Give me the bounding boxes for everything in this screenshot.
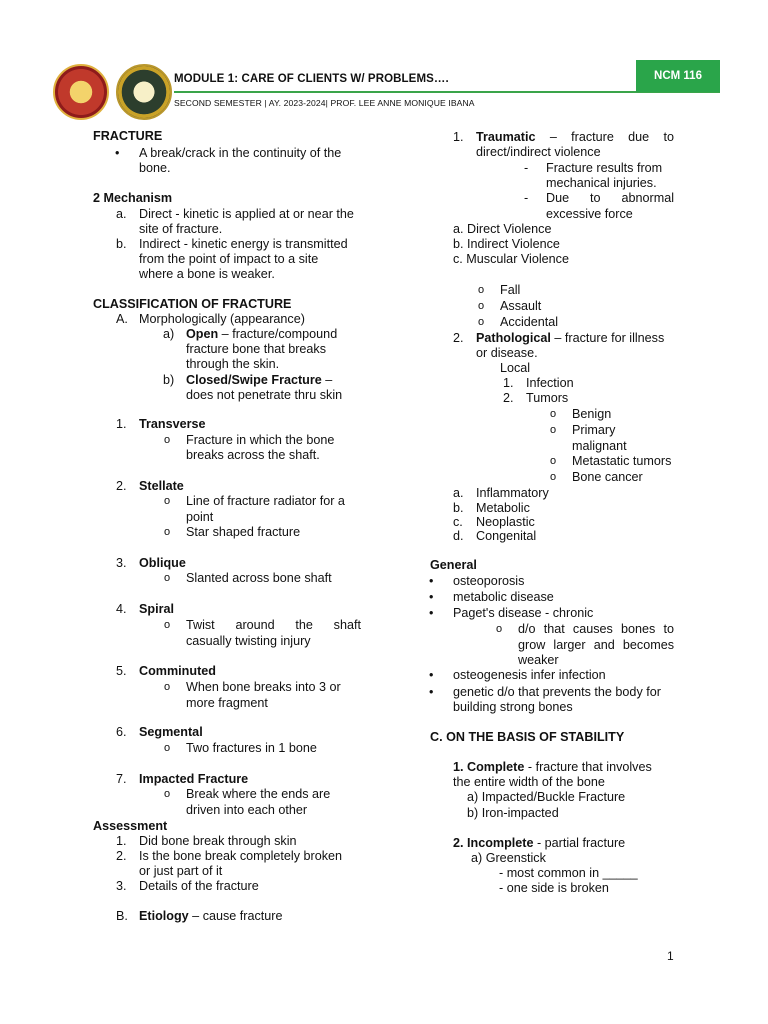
paget-desc3: weaker [518,653,559,667]
general-osteogenesis: • osteogenesis infer infection [453,668,606,683]
assess-3-text: Details of the fracture [139,879,259,893]
mech-indirect-line3: where a bone is weaker. [139,267,275,281]
patho-cat-a-text: Inflammatory [476,486,549,500]
paget-desc2: grow larger and becomes [518,638,674,652]
page-number: 1 [667,949,674,963]
general-heading: General [430,558,477,572]
patho-cat-d-text: Congenital [476,529,537,543]
type-2-name: Stellate [139,479,184,493]
tumor-primary: o Primary [572,423,615,438]
greenstick-desc2: - one side is broken [499,881,609,895]
mech-direct-line1: Direct - kinetic is applied at or near the [139,207,354,221]
open-letter: a) [163,327,175,341]
mech-indirect-line1: Indirect - kinetic energy is transmitted [139,237,348,251]
assess-2-text2: or just part of it [139,864,223,878]
type-1-name: Transverse [139,417,206,431]
complete-line1: 1. Complete - fracture that involves [453,760,652,774]
greenstick-desc1: - most common in _____ [499,866,638,880]
traumatic-line1: Traumatic – fracture due to [476,130,674,144]
type-2-desc3: o Star shaped fracture [186,525,300,540]
violence-indirect: b. Indirect Violence [453,237,560,251]
type-5-num: 5. [116,664,127,678]
type-4-desc1: o Twist around the shaft [186,618,361,633]
stability-heading: C. ON THE BASIS OF STABILITY [430,730,625,744]
open-line2: fracture bone that breaks [186,342,327,356]
general-osteoporosis: • osteoporosis [453,574,524,589]
traumatic-num: 1. [453,130,464,144]
etiology-line: Etiology – cause fracture [139,909,283,923]
type-7-name: Impacted Fracture [139,772,249,786]
patho-cat-a-letter: a. [453,486,464,500]
closed-letter: b) [163,373,175,387]
tumor-malignant: malignant [572,439,627,453]
type-3-num: 3. [116,556,127,570]
general-paget: • Paget's disease - chronic [453,606,593,621]
traumatic-dash2-line1: - Due to abnormal [546,191,674,206]
mech-direct-line2: site of fracture. [139,222,223,236]
type-7-desc1: o Break where the ends are [186,787,330,802]
type-7-desc2: driven into each other [186,803,308,817]
fracture-definition-line1: • A break/crack in the continuity of the [139,146,341,161]
course-code-badge: NCM 116 [636,60,720,92]
patho-line1: Pathological – fracture for illness [476,331,665,345]
type-6-desc1: o Two fractures in 1 bone [186,741,317,756]
mech-a-letter: a. [116,207,127,221]
complete-iron: b) Iron-impacted [467,806,559,820]
type-5-desc2: more fragment [186,696,268,710]
mechanism-heading: 2 Mechanism [93,191,173,205]
open-line3: through the skin. [186,357,280,371]
type-6-num: 6. [116,725,127,739]
module-subtitle: SECOND SEMESTER | AY. 2023-2024| PROF. LEE ANNE MONIQUE IBANA [174,98,475,108]
type-1-num: 1. [116,417,127,431]
local-label: Local [500,361,531,375]
local-2-num: 2. [503,391,514,405]
closed-line1: Closed/Swipe Fracture – [186,373,333,387]
morph-label: Morphologically (appearance) [139,312,305,326]
university-seal-icon [53,64,109,120]
general-genetic-line2: building strong bones [453,700,573,714]
incomplete-line: 2. Incomplete - partial fracture [453,836,626,850]
assessment-heading: Assessment [93,819,168,833]
type-1-desc2: breaks across the shaft. [186,448,320,462]
violence-sub-accidental: o Accidental [500,315,558,330]
fracture-heading: FRACTURE [93,129,163,143]
complete-impacted: a) Impacted/Buckle Fracture [467,790,626,804]
type-6-name: Segmental [139,725,203,739]
local-1-text: Infection [526,376,574,390]
tumor-metastatic: o Metastatic tumors [572,454,671,469]
etiology-letter: B. [116,909,128,923]
patho-cat-b-letter: b. [453,501,464,515]
tumor-bone-cancer: o Bone cancer [572,470,643,485]
traumatic-dash1-line2: mechanical injuries. [546,176,657,190]
general-metabolic: • metabolic disease [453,590,554,605]
classification-heading: CLASSIFICATION OF FRACTURE [93,297,292,311]
mech-indirect-line2: from the point of impact to a site [139,252,319,266]
patho-cat-c-letter: c. [453,515,463,529]
assess-1-text: Did bone break through skin [139,834,297,848]
type-4-name: Spiral [139,602,174,616]
morph-letter: A. [116,312,128,326]
module-title: MODULE 1: CARE OF CLIENTS W/ PROBLEMS…. [174,73,449,85]
open-line1: Open – fracture/compound [186,327,338,341]
assess-1-num: 1. [116,834,127,848]
assess-2-text1: Is the bone break completely broken [139,849,343,863]
type-3-name: Oblique [139,556,186,570]
type-2-desc2: point [186,510,214,524]
type-4-num: 4. [116,602,127,616]
traumatic-dash2-line2: excessive force [546,207,633,221]
type-5-desc1: o When bone breaks into 3 or [186,680,341,695]
assess-2-num: 2. [116,849,127,863]
type-2-desc1: o Line of fracture radiator for a [186,494,345,509]
traumatic-line2: direct/indirect violence [476,145,601,159]
complete-line2: the entire width of the bone [453,775,605,789]
fracture-definition-line2: bone. [139,161,171,175]
traumatic-dash1-line1: - Fracture results from [546,161,662,176]
patho-cat-d-letter: d. [453,529,464,543]
greenstick-label: a) Greenstick [471,851,546,865]
tumor-benign: o Benign [572,407,611,422]
local-2-text: Tumors [526,391,569,405]
college-seal-icon [116,64,172,120]
violence-sub-fall: o Fall [500,283,520,298]
patho-num: 2. [453,331,464,345]
type-4-desc2: casually twisting injury [186,634,311,648]
mech-b-letter: b. [116,237,127,251]
general-genetic-line1: • genetic d/o that prevents the body for [453,685,661,700]
violence-direct: a. Direct Violence [453,222,552,236]
type-3-desc1: o Slanted across bone shaft [186,571,332,586]
closed-line2: does not penetrate thru skin [186,388,343,402]
type-2-num: 2. [116,479,127,493]
paget-desc1: o d/o that causes bones to [518,622,674,637]
patho-cat-b-text: Metabolic [476,501,530,515]
type-5-name: Comminuted [139,664,216,678]
assess-3-num: 3. [116,879,127,893]
type-1-desc1: o Fracture in which the bone [186,433,334,448]
type-7-num: 7. [116,772,127,786]
violence-muscular: c. Muscular Violence [453,252,569,266]
patho-cat-c-text: Neoplastic [476,515,535,529]
local-1-num: 1. [503,376,514,390]
violence-sub-assault: o Assault [500,299,541,314]
patho-line2: or disease. [476,346,538,360]
